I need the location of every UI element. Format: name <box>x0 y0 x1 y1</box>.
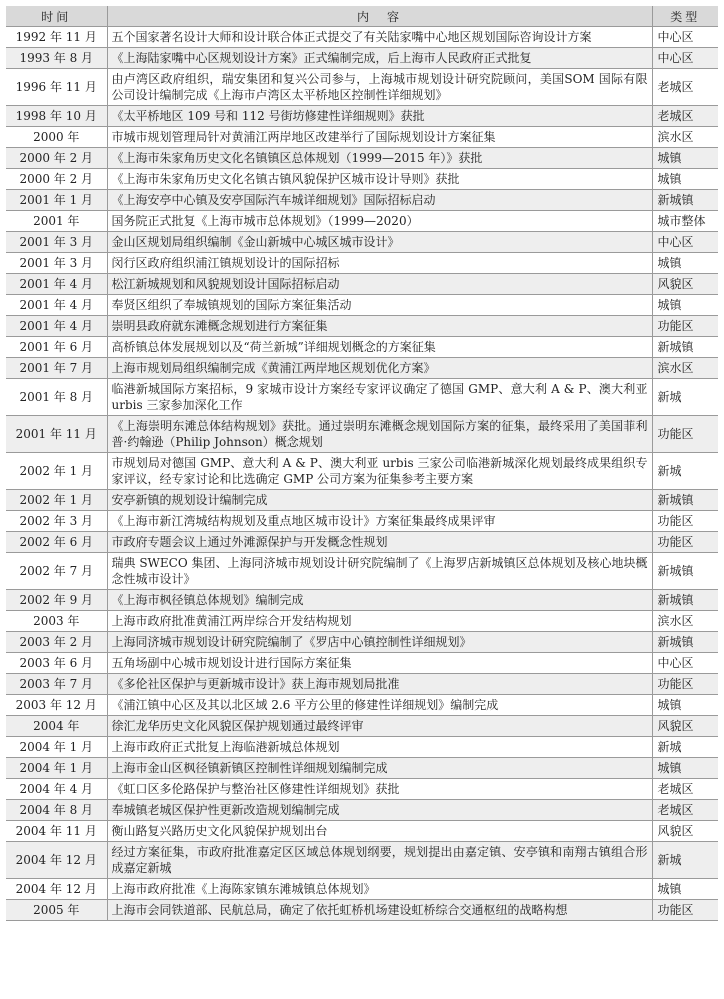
table-row <box>6 316 718 337</box>
row-type: 中心区 <box>652 232 718 253</box>
row-content: 奉城镇老城区保护性更新改造规划编制完成 <box>107 800 652 821</box>
row-type: 功能区 <box>652 511 718 532</box>
table-row <box>6 48 718 69</box>
row-time: 2000 年 <box>6 127 107 148</box>
row-content: 安亭新镇的规划设计编制完成 <box>107 490 652 511</box>
row-time: 2004 年 8 月 <box>6 800 107 821</box>
table-row <box>6 553 718 590</box>
table-row <box>6 27 718 48</box>
table-row <box>6 758 718 779</box>
row-type: 功能区 <box>652 674 718 695</box>
row-type: 新城镇 <box>652 553 718 590</box>
table-row <box>6 800 718 821</box>
row-type: 新城镇 <box>652 490 718 511</box>
table-row <box>6 532 718 553</box>
row-content: 上海市金山区枫径镇新镇区控制性详细规划编制完成 <box>107 758 652 779</box>
row-content: 奉贤区组织了奉城镇规划的国际方案征集活动 <box>107 295 652 316</box>
row-type: 新城镇 <box>652 590 718 611</box>
row-time: 2001 年 <box>6 211 107 232</box>
table-row <box>6 842 718 879</box>
row-time: 2001 年 7 月 <box>6 358 107 379</box>
row-content: 上海市规划局组织编制完成《黄浦江两岸地区规划优化方案》 <box>107 358 652 379</box>
row-content: 《上海陆家嘴中心区规划设计方案》正式编制完成，后上海市人民政府正式批复 <box>107 48 652 69</box>
row-type: 功能区 <box>652 416 718 453</box>
table-row <box>6 879 718 900</box>
row-content: 《多伦社区保护与更新城市设计》获上海市规划局批准 <box>107 674 652 695</box>
row-type: 老城区 <box>652 106 718 127</box>
table-row <box>6 295 718 316</box>
header-time: 时间 <box>6 6 107 27</box>
row-content: 瑞典 SWECO 集团、上海同济城市规划设计研究院编制了《上海罗店新城镇区总体规划及核心地块概念性城市设计》 <box>107 553 652 590</box>
row-content: 崇明县政府就东滩概念规划进行方案征集 <box>107 316 652 337</box>
table-row <box>6 674 718 695</box>
row-content: 市城市规划管理局针对黄浦江两岸地区改建举行了国际规划设计方案征集 <box>107 127 652 148</box>
table-header-row <box>6 6 718 27</box>
row-content: 衡山路复兴路历史文化风貌保护规划出台 <box>107 821 652 842</box>
row-content: 松江新城规划和风貌规划设计国际招标启动 <box>107 274 652 295</box>
row-type: 中心区 <box>652 653 718 674</box>
table-row <box>6 611 718 632</box>
row-time: 2002 年 6 月 <box>6 532 107 553</box>
row-time: 2003 年 2 月 <box>6 632 107 653</box>
header-type: 类型 <box>652 6 718 27</box>
row-time: 2001 年 6 月 <box>6 337 107 358</box>
row-time: 2000 年 2 月 <box>6 169 107 190</box>
row-content: 上海同济城市规划设计研究院编制了《罗店中心镇控制性详细规划》 <box>107 632 652 653</box>
row-time: 2001 年 11 月 <box>6 416 107 453</box>
row-time: 2002 年 9 月 <box>6 590 107 611</box>
row-content: 《上海安亭中心镇及安亭国际汽车城详细规划》国际招标启动 <box>107 190 652 211</box>
table-row <box>6 653 718 674</box>
row-type: 城镇 <box>652 148 718 169</box>
table-row <box>6 358 718 379</box>
table-row <box>6 632 718 653</box>
table-row <box>6 148 718 169</box>
row-type: 老城区 <box>652 779 718 800</box>
table-row <box>6 211 718 232</box>
row-time: 2003 年 12 月 <box>6 695 107 716</box>
row-time: 2004 年 12 月 <box>6 879 107 900</box>
table-row <box>6 737 718 758</box>
row-content: 《上海市朱家角历史文化名镇镇区总体规划（1999—2015 年）》获批 <box>107 148 652 169</box>
row-content: 上海市会同铁道部、民航总局，确定了依托虹桥机场建设虹桥综合交通枢纽的战略构想 <box>107 900 652 921</box>
table-row <box>6 337 718 358</box>
row-content: 上海市政府批准《上海陈家镇东滩城镇总体规划》 <box>107 879 652 900</box>
event-table <box>6 6 718 921</box>
table-row <box>6 511 718 532</box>
row-content: 经过方案征集，市政府批准嘉定区区域总体规划纲要，规划提出由嘉定镇、安亭镇和南翔古镇组合形成嘉定新城 <box>107 842 652 879</box>
row-content: 闵行区政府组织浦江镇规划设计的国际招标 <box>107 253 652 274</box>
row-time: 2001 年 1 月 <box>6 190 107 211</box>
row-content: 《上海市枫径镇总体规划》编制完成 <box>107 590 652 611</box>
row-time: 2002 年 3 月 <box>6 511 107 532</box>
row-type: 滨水区 <box>652 358 718 379</box>
row-type: 功能区 <box>652 900 718 921</box>
row-content: 《太平桥地区 109 号和 112 号街坊修建性详细规则》获批 <box>107 106 652 127</box>
table-row <box>6 416 718 453</box>
row-content: 上海市政府正式批复上海临港新城总体规划 <box>107 737 652 758</box>
row-type: 功能区 <box>652 532 718 553</box>
row-content: 高桥镇总体发展规划以及“荷兰新城”详细规划概念的方案征集 <box>107 337 652 358</box>
row-time: 2001 年 4 月 <box>6 295 107 316</box>
row-time: 2001 年 8 月 <box>6 379 107 416</box>
table-row <box>6 69 718 106</box>
table-row <box>6 253 718 274</box>
row-time: 2001 年 4 月 <box>6 274 107 295</box>
table-row <box>6 127 718 148</box>
row-content: 《上海市朱家角历史文化名镇古镇风貌保护区城市设计导则》获批 <box>107 169 652 190</box>
row-type: 滨水区 <box>652 127 718 148</box>
row-time: 2003 年 <box>6 611 107 632</box>
table-row <box>6 169 718 190</box>
row-content: 国务院正式批复《上海市城市总体规划》（1999—2020） <box>107 211 652 232</box>
row-time: 2004 年 1 月 <box>6 758 107 779</box>
row-content: 《上海市新江湾城结构规划及重点地区城市设计》方案征集最终成果评审 <box>107 511 652 532</box>
row-time: 2002 年 1 月 <box>6 490 107 511</box>
row-type: 城镇 <box>652 758 718 779</box>
row-content: 金山区规划局组织编制《金山新城中心城区城市设计》 <box>107 232 652 253</box>
table-row <box>6 490 718 511</box>
table-row <box>6 590 718 611</box>
row-type: 城镇 <box>652 169 718 190</box>
row-time: 2004 年 4 月 <box>6 779 107 800</box>
row-type: 中心区 <box>652 48 718 69</box>
row-type: 新城镇 <box>652 632 718 653</box>
table-row <box>6 716 718 737</box>
row-type: 风貌区 <box>652 821 718 842</box>
row-time: 2000 年 2 月 <box>6 148 107 169</box>
row-content: 市政府专题会议上通过外滩源保护与开发概念性规划 <box>107 532 652 553</box>
row-content: 徐汇龙华历史文化风貌区保护规划通过最终评审 <box>107 716 652 737</box>
row-type: 城镇 <box>652 695 718 716</box>
row-time: 2004 年 <box>6 716 107 737</box>
row-type: 风貌区 <box>652 716 718 737</box>
row-time: 1993 年 8 月 <box>6 48 107 69</box>
row-type: 城镇 <box>652 295 718 316</box>
row-content: 《浦江镇中心区及其以北区域 2.6 平方公里的修建性详细规划》编制完成 <box>107 695 652 716</box>
row-time: 1998 年 10 月 <box>6 106 107 127</box>
row-time: 2004 年 11 月 <box>6 821 107 842</box>
row-content: 《虹口区多伦路保护与整治社区修建性详细规划》获批 <box>107 779 652 800</box>
row-time: 2001 年 4 月 <box>6 316 107 337</box>
row-type: 滨水区 <box>652 611 718 632</box>
row-type: 新城镇 <box>652 337 718 358</box>
row-time: 2001 年 3 月 <box>6 232 107 253</box>
header-content: 内 容 <box>107 6 652 27</box>
row-type: 城镇 <box>652 879 718 900</box>
table-row <box>6 274 718 295</box>
row-time: 2004 年 1 月 <box>6 737 107 758</box>
row-time: 2001 年 3 月 <box>6 253 107 274</box>
table-row <box>6 379 718 416</box>
row-content: 上海市政府批准黄浦江两岸综合开发结构规划 <box>107 611 652 632</box>
row-type: 风貌区 <box>652 274 718 295</box>
row-content: 市规划局对德国 GMP、意大利 A & P、澳大利亚 urbis 三家公司临港新城深化规划最终成果组织专家评议，经专家讨论和比选确定 GMP 公司方案为征集参考主要方案 <box>107 453 652 490</box>
row-time: 2003 年 6 月 <box>6 653 107 674</box>
row-type: 老城区 <box>652 800 718 821</box>
row-content: 临港新城国际方案招标，9 家城市设计方案经专家评议确定了德国 GMP、意大利 A & P、澳大利亚 urbis 三家参加深化工作 <box>107 379 652 416</box>
row-time: 2002 年 7 月 <box>6 553 107 590</box>
row-type: 新城镇 <box>652 190 718 211</box>
row-type: 老城区 <box>652 69 718 106</box>
table-row <box>6 106 718 127</box>
table-row <box>6 779 718 800</box>
row-time: 2004 年 12 月 <box>6 842 107 879</box>
row-content: 五角场副中心城市规划设计进行国际方案征集 <box>107 653 652 674</box>
row-type: 城镇 <box>652 253 718 274</box>
row-type: 新城 <box>652 379 718 416</box>
row-content: 《上海崇明东滩总体结构规划》获批。通过崇明东滩概念规划国际方案的征集，最终采用了美国菲利普·约翰逊（Philip Johnson）概念规划 <box>107 416 652 453</box>
row-content: 五个国家著名设计大师和设计联合体正式提交了有关陆家嘴中心地区规划国际咨询设计方案 <box>107 27 652 48</box>
table-row <box>6 695 718 716</box>
table-row <box>6 190 718 211</box>
row-time: 1996 年 11 月 <box>6 69 107 106</box>
table-row <box>6 232 718 253</box>
row-time: 1992 年 11 月 <box>6 27 107 48</box>
row-time: 2003 年 7 月 <box>6 674 107 695</box>
table-row <box>6 821 718 842</box>
row-time: 2005 年 <box>6 900 107 921</box>
row-type: 功能区 <box>652 316 718 337</box>
table-row <box>6 453 718 490</box>
row-type: 新城 <box>652 842 718 879</box>
row-content: 由卢湾区政府组织，瑞安集团和复兴公司参与，上海城市规划设计研究院顾问，美国SOM 国际有限公司设计编制完成《上海市卢湾区太平桥地区控制性详细规划》 <box>107 69 652 106</box>
table-body <box>6 27 718 921</box>
row-type: 新城 <box>652 737 718 758</box>
row-type: 新城 <box>652 453 718 490</box>
row-time: 2002 年 1 月 <box>6 453 107 490</box>
row-type: 中心区 <box>652 27 718 48</box>
table-row <box>6 900 718 921</box>
row-type: 城市整体 <box>652 211 718 232</box>
